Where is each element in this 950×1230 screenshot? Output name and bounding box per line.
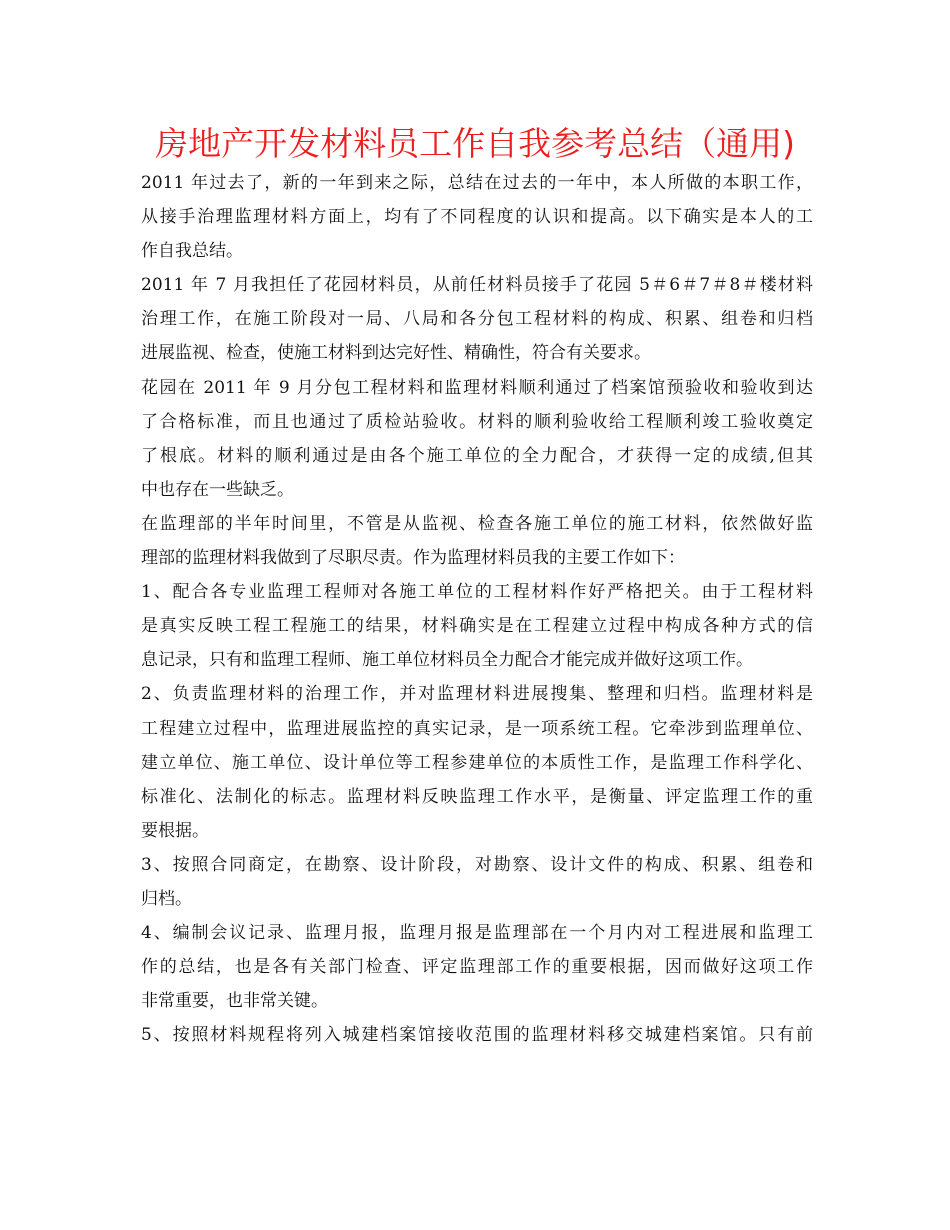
text-line: 2011 年过去了，新的一年到来之际，总结在过去的一年中，本人所做的本职工作， <box>141 173 813 193</box>
document-body <box>141 166 813 1052</box>
text-line: 在监理部的半年时间里，不管是从监视、检查各施工单位的施工材料，依然做好监 <box>141 513 813 534</box>
text-line: 4、编制会议记录、监理月报，监理月报是监理部在一个月内对工程进展和监理工 <box>141 923 813 944</box>
text-line: 了根底。材料的顺利通过是由各个施工单位的全力配合，才获得一定的成绩,但其 <box>141 445 813 466</box>
text-line: 归档。 <box>141 888 192 909</box>
text-line: 进展监视、检查，使施工材料到达完好性、精确性，符合有关要求。 <box>141 343 651 364</box>
text-line: 息记录，只有和监理工程师、施工单位材料员全力配合才能完成并做好这项工作。 <box>141 650 753 671</box>
text-line: 2011 年 7 月我担任了花园材料员，从前任材料员接手了花园 5＃6＃7＃8＃楼材料 <box>141 275 813 296</box>
text-line: 工程建立过程中，监理进展监控的真实记录，是一项系统工程。它牵涉到监理单位、 <box>141 718 813 739</box>
text-line: 中也存在一些缺乏。 <box>141 479 294 500</box>
text-line: 要根据。 <box>141 820 209 841</box>
text-line: 了合格标准，而且也通过了质检站验收。材料的顺利验收给工程顺利竣工验收奠定 <box>141 411 813 432</box>
text-line: 5、按照材料规程将列入城建档案馆接收范围的监理材料移交城建档案馆。只有前 <box>141 1025 813 1046</box>
text-line: 建立单位、施工单位、设计单位等工程参建单位的本质性工作，是监理工作科学化、 <box>141 752 813 773</box>
text-line: 作自我总结。 <box>141 241 243 262</box>
text-line: 花园在 2011 年 9 月分包工程材料和监理材料顺利通过了档案馆预验收和验收到达 <box>141 377 813 398</box>
text-line: 理部的监理材料我做到了尽职尽责。作为监理材料员我的主要工作如下： <box>141 548 685 569</box>
text-line: 是真实反映工程工程施工的结果，材料确实是在工程建立过程中构成各种方式的信 <box>141 616 813 637</box>
text-line: 3、按照合同商定，在勘察、设计阶段，对勘察、设计文件的构成、积累、组卷和 <box>141 854 813 875</box>
text-line: 1、配合各专业监理工程师对各施工单位的工程材料作好严格把关。由于工程材料 <box>141 582 813 603</box>
text-line: 作的总结，也是各有关部门检查、评定监理部工作的重要根据，因而做好这项工作 <box>141 957 813 978</box>
text-line: 非常重要，也非常关键。 <box>141 991 328 1012</box>
document-title: 房地产开发材料员工作自我参考总结（通用) <box>155 124 795 163</box>
text-line: 治理工作，在施工阶段对一局、八局和各分包工程材料的构成、积累、组卷和归档 <box>141 309 813 330</box>
text-line: 2、负责监理材料的治理工作，并对监理材料进展搜集、整理和归档。监理材料是 <box>141 684 813 705</box>
text-line: 标准化、法制化的标志。监理材料反映监理工作水平，是衡量、评定监理工作的重 <box>141 786 813 807</box>
text-line: 从接手治理监理材料方面上，均有了不同程度的认识和提高。以下确实是本人的工 <box>141 207 813 228</box>
